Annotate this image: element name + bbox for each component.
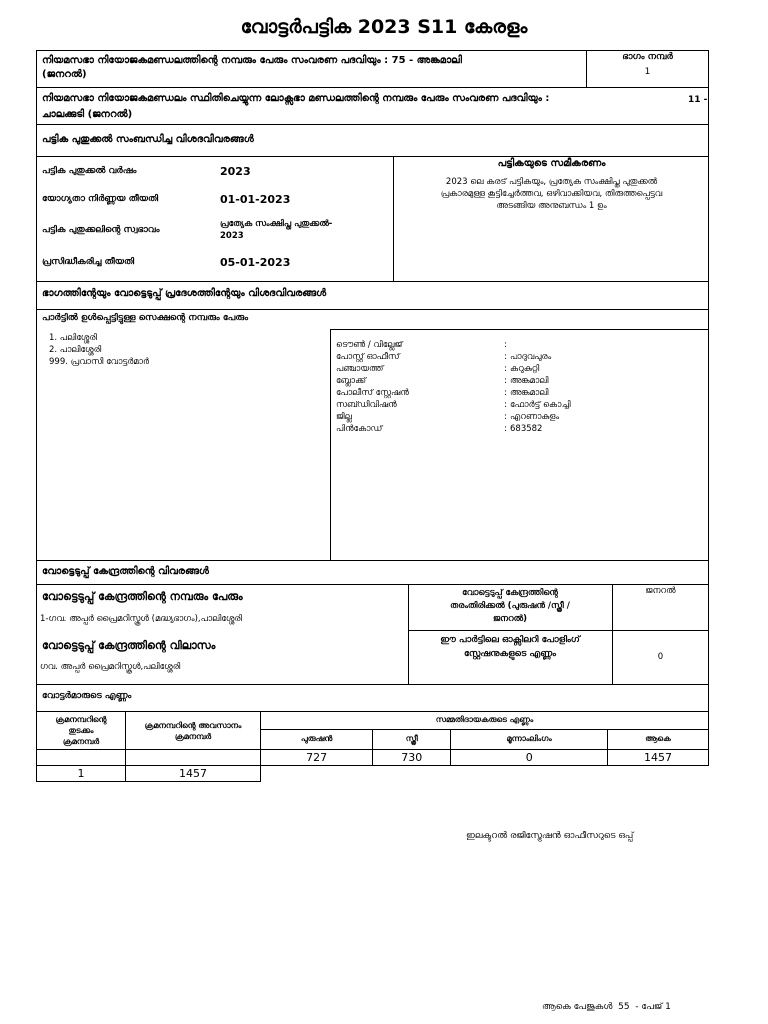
start-serial-value: 1 <box>37 766 126 782</box>
integration-text-2: പ്രകാരമുള്ള കൂട്ടിച്ചേർത്തവ, ഒഴിവാക്കിയവ, തിരുത്തപ്പെട്ടവ <box>440 189 663 199</box>
voters-section <box>36 684 709 712</box>
third-gender-count: 0 <box>451 750 608 766</box>
detail-value-post-office: പാദുവപുരം <box>510 352 552 362</box>
publication-date-value: 05-01-2023 <box>220 256 291 269</box>
detail-value-police: അങ്കമാലി <box>510 388 549 398</box>
detail-label-block: ബ്ലോക്ക് <box>336 376 366 386</box>
detail-value-panchayat: കറുകുറ്റി <box>510 364 540 374</box>
sections-title: പാർട്ടിൽ ഉൾപ്പെട്ടിട്ടുള്ള സെക്ഷന്റെ നമ്പരും പേരും <box>42 313 248 323</box>
aux-stations-value: 0 <box>657 652 664 662</box>
lok-sabha-name: ചാലക്കുടി (ജനറൽ) <box>42 109 133 120</box>
detail-value-subdivision: ഫോർട്ട് കൊച്ചി <box>510 400 571 410</box>
detail-label-village: ടൌൺ / വില്ലേജ് <box>336 340 403 350</box>
female-count: 730 <box>373 750 451 766</box>
male-count: 727 <box>261 750 373 766</box>
integration-text-1: 2023 ലെ കരട് പട്ടികയും, പ്രത്യേക സംക്ഷിപ്ത പുതുക്കൽ <box>445 177 658 187</box>
part-label: ഭാഗം നമ്പർ <box>622 52 673 62</box>
section-item: 2. പാലിശ്ശേരി <box>49 345 102 355</box>
voters-section-title: വോട്ടർമാരുടെ എണ്ണം <box>42 691 132 701</box>
aux-stations-label: ഈ പാർട്ടിലെ ഓക്സിലറി പോളിംഗ് <box>440 635 580 645</box>
signature-label: ഇലക്ടറൽ രജിസ്ട്രേഷൻ ഓഫീസറുടെ ഒപ്പ് <box>466 831 634 841</box>
section-item: 999. പ്രവാസി വോട്ടർമാർ <box>49 357 149 367</box>
polling-section-title: വോട്ടെടുപ്പ് കേന്ദ്രത്തിന്റെ വിവരങ്ങൾ <box>42 566 209 577</box>
third-gender-label: മൂന്നാംലിംഗം <box>451 729 608 749</box>
detail-label-subdivision: സബ്ഡിവിഷൻ <box>336 400 397 410</box>
assembly-reservation: (ജനറൽ) <box>42 69 87 80</box>
area-section-title: ഭാഗത്തിന്റേയും വോട്ടെടുപ്പ് പ്രദേശത്തിന്റേയും വിശദവിവരങ്ങൾ <box>42 288 327 299</box>
integration-text-3: അടങ്ങിയ അനുബന്ധം 1 ഉം <box>496 201 607 211</box>
polling-type-label: വോട്ടെടുപ്പ് കേന്ദ്രത്തിന്റെ <box>462 588 558 598</box>
detail-label-panchayat: പഞ്ചായത്ത് <box>336 364 384 374</box>
voters-table: ക്രമനമ്പറിന്റെ തുടക്കം ക്രമനമ്പർ ക്രമനമ്പറിന്റെ അവസാനം ക്രമനമ്പർ സമ്മതിദായകരുടെ എണ്ണം പുരുഷൻ സ്ത്രീ മൂന്നാംലിംഗം ആകെ 727 730 0 1457 1 1457 <box>36 711 709 782</box>
lok-sabha-label: നിയമസഭാ നിയോജകമണ്ഡലം സ്ഥിതിചെയ്യുന്ന ലോക്സഭാ മണ്ഡലത്തിന്റെ നമ്പരും പേരും സംവരണ പദവിയും : <box>42 93 550 104</box>
detail-label-police: പോലീസ് സ്റ്റേഷൻ <box>336 388 409 398</box>
polling-address-value: ഗവ. അപ്പർ പ്രൈമറിസ്കൂൾ,പലിശ്ശേരി <box>40 662 181 672</box>
detail-value-block: അങ്കമാലി <box>510 376 549 386</box>
detail-label-pincode: പിൻകോഡ് <box>336 424 383 434</box>
qualifying-date-label: യോഗ്യതാ നിർണ്ണയ തീയതി <box>42 194 159 204</box>
end-serial-label: ക്രമനമ്പറിന്റെ അവസാനം <box>144 720 242 730</box>
qualifying-date-value: 01-01-2023 <box>220 193 291 206</box>
detail-label-post-office: പോസ്റ്റ് ഓഫീസ് <box>336 352 400 362</box>
revision-type-label: പട്ടിക പുതുക്കലിന്റെ സ്വഭാവം <box>42 225 160 235</box>
lok-sabha-number: 11 - <box>688 95 708 105</box>
revision-year-value: 2023 <box>220 165 251 178</box>
part-number: 1 <box>644 67 651 77</box>
total-label: ആകെ <box>608 729 709 749</box>
revision-section-title: പട്ടിക പുതുക്കൽ സംബന്ധിച്ച വിശദവിവരങ്ങൾ <box>42 134 254 145</box>
page-count: ആകെ പേജുകൾ 55 - പേജ് 1 <box>542 1002 671 1012</box>
polling-name-value: 1-ഗവ. അപ്പർ പ്രൈമറിസ്കൂൾ (മദ്ധ്യഭാഗം),പാലിശ്ശേരി <box>40 614 243 624</box>
total-count: 1457 <box>608 750 709 766</box>
detail-label-district: ജില്ല <box>336 412 352 422</box>
detail-value-district: എറണാകുളം <box>510 412 560 422</box>
female-label: സ്ത്രീ <box>373 729 451 749</box>
male-label: പുരുഷൻ <box>261 729 373 749</box>
section-item: 1. പലിശ്ശേരി <box>49 333 97 343</box>
revision-type-value: പ്രത്യേക സംക്ഷിപ്ത പുതുക്കൽ- <box>220 219 333 229</box>
polling-address-label: വോട്ടെടുപ്പ് കേന്ദ്രത്തിന്റെ വിലാസം <box>42 639 216 652</box>
page-title: വോട്ടർപട്ടിക 2023 S11 കേരളം <box>240 16 528 38</box>
revision-year-label: പട്ടിക പുതുക്കൽ വർഷം <box>42 166 137 176</box>
integration-title: പട്ടികയുടെ സമീകരണം <box>497 158 606 169</box>
assembly-label: നിയമസഭാ നിയോജകമണ്ഡലത്തിന്റെ നമ്പരും പേരും സംവരണ പദവിയും : 75 - അങ്കമാലി <box>42 55 462 66</box>
polling-type-value: ജനറൽ <box>645 586 676 596</box>
start-serial-label: ക്രമനമ്പറിന്റെ <box>55 715 107 724</box>
revision-type-value-2: 2023 <box>220 231 244 241</box>
publication-date-label: പ്രസിദ്ധീകരിച്ച തീയതി <box>42 257 135 267</box>
polling-name-label: വോട്ടെടുപ്പ് കേന്ദ്രത്തിന്റെ നമ്പരും പേരും <box>42 590 243 603</box>
electors-label: സമ്മതിദായകരുടെ എണ്ണം <box>261 712 709 730</box>
end-serial-value: 1457 <box>126 766 261 782</box>
detail-value-pincode: 683582 <box>510 424 543 434</box>
